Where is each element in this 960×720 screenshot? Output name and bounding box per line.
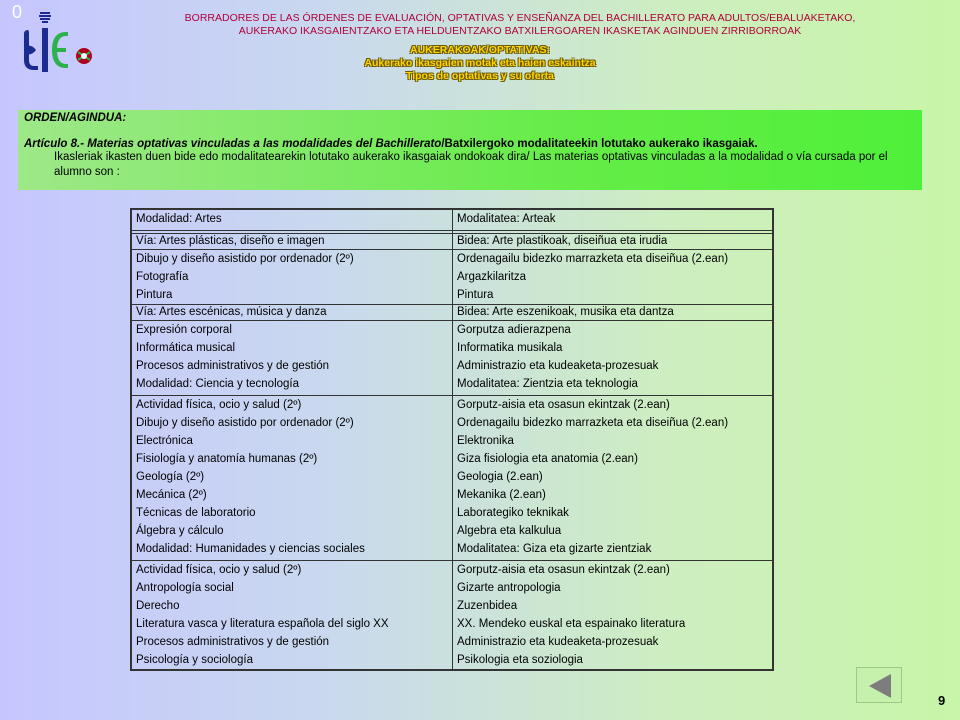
- cell-basque: Gorputz-aisia eta osasun ekintzak (2.ean): [453, 561, 774, 580]
- cell-basque: Zuzenbidea: [453, 597, 774, 615]
- cell-spanish: Geología (2º): [136, 471, 205, 483]
- subtitle-line-1: AUKERAKOAK/OPTATIVAS:: [410, 44, 550, 56]
- cell-basque: Informatika musikala: [453, 339, 774, 357]
- table-row: [131, 504, 773, 522]
- table-row: [131, 268, 773, 286]
- cell-basque: Ordenagailu bidezko marrazketa eta diseiñua (2.ean): [453, 414, 774, 432]
- cell-spanish: Literatura vasca y literatura española del siglo XX: [136, 618, 389, 630]
- cell-spanish: Psicología y sociología: [136, 654, 253, 666]
- article-body: Ikasleriak ikasten duen bide edo modalitatearekin lotutako aukerako ikasgaiak ondokoak dira/ Las materias optativas vinculadas a la modalidad o vía cursada por el alumno son :: [54, 151, 888, 178]
- table-row: [131, 597, 773, 615]
- courses-table: [130, 208, 774, 671]
- document-title: [150, 12, 890, 38]
- table-row: [131, 357, 773, 375]
- table-row: [131, 339, 773, 357]
- table-row: [131, 633, 773, 651]
- modality-header-row: [131, 209, 773, 231]
- route-header-row: [131, 234, 773, 250]
- cell-basque: Bidea: Arte plastikoak, diseiñua eta irudia: [453, 234, 774, 250]
- cell-spanish: Técnicas de laboratorio: [136, 507, 256, 519]
- cell-basque: Gorputza adierazpena: [453, 321, 774, 340]
- article-heading: [24, 138, 916, 150]
- order-box: [18, 110, 922, 190]
- table-row: [131, 450, 773, 468]
- table-row: [131, 486, 773, 504]
- subtitle-block: [330, 44, 630, 83]
- table-row: [131, 432, 773, 450]
- cell-spanish: Expresión corporal: [136, 324, 232, 336]
- cell-spanish: Derecho: [136, 600, 180, 612]
- slide-top-number: 0: [12, 2, 23, 22]
- cell-spanish: Modalidad: Humanidades y ciencias sociales: [131, 540, 453, 561]
- cell-basque: Modalitatea: Zientzia eta teknologia: [453, 375, 774, 396]
- cell-basque: Giza fisiologia eta anatomia (2.ean): [453, 450, 774, 468]
- cell-spanish: Modalidad: Ciencia y tecnología: [131, 375, 453, 396]
- table-row: [131, 321, 773, 340]
- table-row: [131, 396, 773, 415]
- cell-spanish: Vía: Artes plásticas, diseño e imagen: [131, 234, 453, 250]
- cell-spanish: Procesos administrativos y de gestión: [136, 636, 330, 648]
- cell-spanish: Modalidad: Artes: [131, 209, 453, 231]
- cell-spanish: Dibujo y diseño asistido por ordenador (2º): [136, 417, 354, 429]
- cell-basque: Administrazio eta kudeaketa-prozesuak: [453, 633, 774, 651]
- cell-spanish: Fotografía: [136, 271, 189, 283]
- cell-spanish: Dibujo y diseño asistido por ordenador (2º): [136, 253, 354, 265]
- table-row: [131, 468, 773, 486]
- cell-basque: Gizarte antropologia: [453, 579, 774, 597]
- cell-basque: Gorputz-aisia eta osasun ekintzak (2.ean): [453, 396, 774, 415]
- table-row: [131, 250, 773, 269]
- cell-basque: Psikologia eta soziologia: [453, 651, 774, 670]
- table-row: [131, 561, 773, 580]
- modality-header-row: [131, 375, 773, 396]
- cell-basque: Modalitatea: Giza eta gizarte zientziak: [453, 540, 774, 561]
- cell-spanish: Informática musical: [136, 342, 236, 354]
- table-row: [131, 651, 773, 670]
- subtitle-line-2: Aukerako ikasgaien motak eta haien eskaintza: [364, 57, 596, 69]
- triangle-left-icon: [869, 674, 891, 698]
- cell-spanish: Electrónica: [136, 435, 193, 447]
- cell-basque: Algebra eta kalkulua: [453, 522, 774, 540]
- table-row: [131, 615, 773, 633]
- cell-basque: Argazkilaritza: [453, 268, 774, 286]
- modality-header-row: [131, 540, 773, 561]
- order-label: ORDEN/AGINDUA:: [24, 112, 127, 124]
- table-row: [131, 414, 773, 432]
- cell-basque: Administrazio eta kudeaketa-prozesuak: [453, 357, 774, 375]
- cell-spanish: Pintura: [136, 289, 173, 301]
- cell-spanish: Procesos administrativos y de gestión: [136, 360, 330, 372]
- table-row: [131, 286, 773, 305]
- table-row: [131, 522, 773, 540]
- subtitle-line-3: Tipos de optativas y su oferta: [405, 70, 554, 82]
- table-row: [131, 579, 773, 597]
- cell-basque: Laborategiko teknikak: [453, 504, 774, 522]
- institution-logo: [22, 10, 102, 80]
- page-number: 9: [938, 693, 946, 708]
- cell-spanish: Fisiología y anatomía humanas (2º): [136, 453, 318, 465]
- cell-spanish: Vía: Artes escénicas, música y danza: [131, 305, 453, 321]
- cell-basque: Bidea: Arte eszenikoak, musika eta dantza: [453, 305, 774, 321]
- cell-spanish: Antropología social: [136, 582, 234, 594]
- title-line-2: AUKERAKO IKASGAIENTZAKO ETA HELDUENTZAKO BATXILERGOAREN IKASKETAK AGINDUEN ZIRRIBORROAK: [238, 25, 802, 37]
- cell-spanish: Actividad física, ocio y salud (2º): [136, 564, 302, 576]
- cell-basque: Mekanika (2.ean): [453, 486, 774, 504]
- cell-spanish: Álgebra y cálculo: [136, 525, 224, 537]
- cell-spanish: Mecánica (2º): [136, 489, 207, 501]
- route-header-row: [131, 305, 773, 321]
- back-button[interactable]: [856, 667, 902, 703]
- article-prefix: Artículo 8.- Materias optativas vinculadas a las modalidades del Bachillerato: [24, 138, 442, 150]
- article-suffix: /Batxilergoko modalitateekin lotutako aukerako ikasgaiak.: [441, 138, 758, 150]
- cell-spanish: Actividad física, ocio y salud (2º): [136, 399, 302, 411]
- cell-basque: XX. Mendeko euskal eta espainako literatura: [453, 615, 774, 633]
- title-line-1: BORRADORES DE LAS ÓRDENES DE EVALUACIÓN, OPTATIVAS Y ENSEÑANZA DEL BACHILLERATO PARA ADULTOS/EBALUAKETAKO,: [184, 12, 856, 24]
- cell-basque: Ordenagailu bidezko marrazketa eta diseiñua (2.ean): [453, 250, 774, 269]
- cell-basque: Modalitatea: Arteak: [453, 209, 774, 231]
- cell-basque: Geologia (2.ean): [453, 468, 774, 486]
- cell-basque: Elektronika: [453, 432, 774, 450]
- cell-basque: Pintura: [453, 286, 774, 305]
